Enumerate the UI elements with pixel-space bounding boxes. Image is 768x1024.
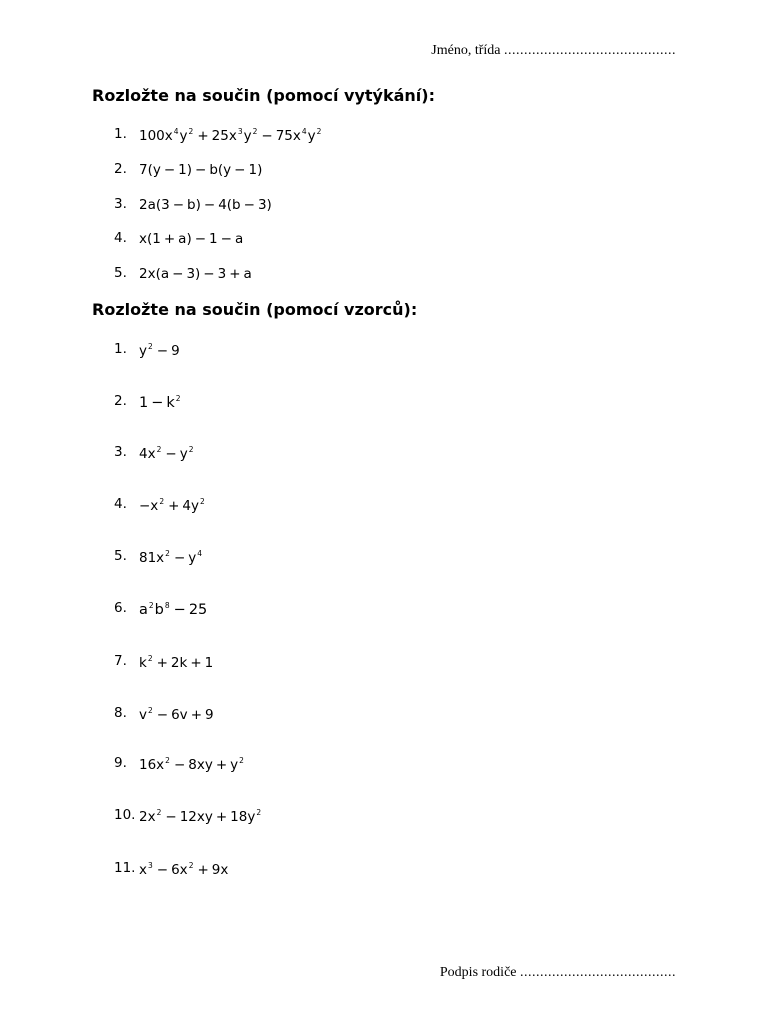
exercise-number: 7.: [114, 653, 127, 669]
exercise-item: [92, 444, 492, 466]
exercise-number: 10.: [114, 807, 136, 823]
exercise-item: [92, 161, 492, 183]
exercise-expression: $16x^2 - 8xy + y^2$: [139, 756, 244, 773]
exercise-number: 2.: [114, 161, 127, 177]
exercise-item: [92, 265, 492, 287]
section-title-formulas: Rozložte na součin (pomocí vzorců):: [92, 300, 418, 319]
exercise-number: 11.: [114, 860, 136, 876]
parent-signature-dots: .......................................: [520, 965, 676, 980]
exercise-item: [92, 393, 492, 415]
exercise-expression: $1 - k^2$: [139, 394, 181, 411]
exercise-number: 3.: [114, 444, 127, 460]
section-title-factoring: Rozložte na součin (pomocí vytýkání):: [92, 86, 435, 105]
exercise-item: [92, 196, 492, 218]
exercise-expression: 7(y − 1) − b(y − 1): [139, 162, 263, 178]
exercise-expression: $2x^2 - 12xy + 18y^2$: [139, 808, 262, 825]
exercise-item: [92, 705, 492, 727]
exercise-expression: 2a(3 − b) − 4(b − 3): [139, 197, 272, 213]
exercise-number: 1.: [114, 341, 127, 357]
exercise-item: [92, 807, 492, 829]
exercise-number: 1.: [114, 126, 127, 142]
name-class-dots: ...........................................: [504, 43, 676, 58]
name-class-field: [431, 43, 676, 59]
exercise-expression: $-x^2 + 4y^2$: [139, 497, 205, 514]
exercise-number: 6.: [114, 600, 127, 616]
exercise-number: 5.: [114, 265, 127, 281]
exercise-item: [92, 126, 492, 148]
exercise-item: [92, 230, 492, 252]
exercise-item: [92, 653, 492, 675]
exercise-expression: $81x^2 - y^4$: [139, 549, 203, 566]
exercise-expression: $a^2b^8 - 25$: [139, 601, 208, 618]
exercise-number: 9.: [114, 755, 127, 771]
exercise-number: 3.: [114, 196, 127, 212]
exercise-item: [92, 496, 492, 518]
exercise-expression: $100x^4y^2 + 25x^3y^2 - 75x^4y^2$: [139, 127, 322, 144]
exercise-expression: x(1 + a) − 1 − a: [139, 231, 244, 247]
exercise-expression: $v^2 - 6v + 9$: [139, 706, 214, 723]
exercise-expression: $4x^2 - y^2$: [139, 445, 194, 462]
exercise-item: [92, 341, 492, 363]
exercise-number: 8.: [114, 705, 127, 721]
exercise-expression: $k^2 + 2k + 1$: [139, 654, 214, 671]
exercise-item: [92, 860, 492, 882]
exercise-item: [92, 755, 492, 777]
name-class-label: Jméno, třída: [431, 43, 501, 58]
exercise-expression: $x^3 - 6x^2 + 9x$: [139, 861, 229, 878]
parent-signature-field: [440, 965, 676, 981]
exercise-item: [92, 548, 492, 570]
exercise-expression: $y^2 - 9$: [139, 342, 180, 359]
exercise-item: [92, 600, 492, 622]
parent-signature-label: Podpis rodiče: [439, 965, 517, 980]
exercise-number: 5.: [114, 548, 127, 564]
exercise-expression: 2x(a − 3) − 3 + a: [139, 266, 252, 282]
exercise-number: 2.: [114, 393, 127, 409]
exercise-number: 4.: [114, 496, 127, 512]
exercise-number: 4.: [114, 230, 127, 246]
